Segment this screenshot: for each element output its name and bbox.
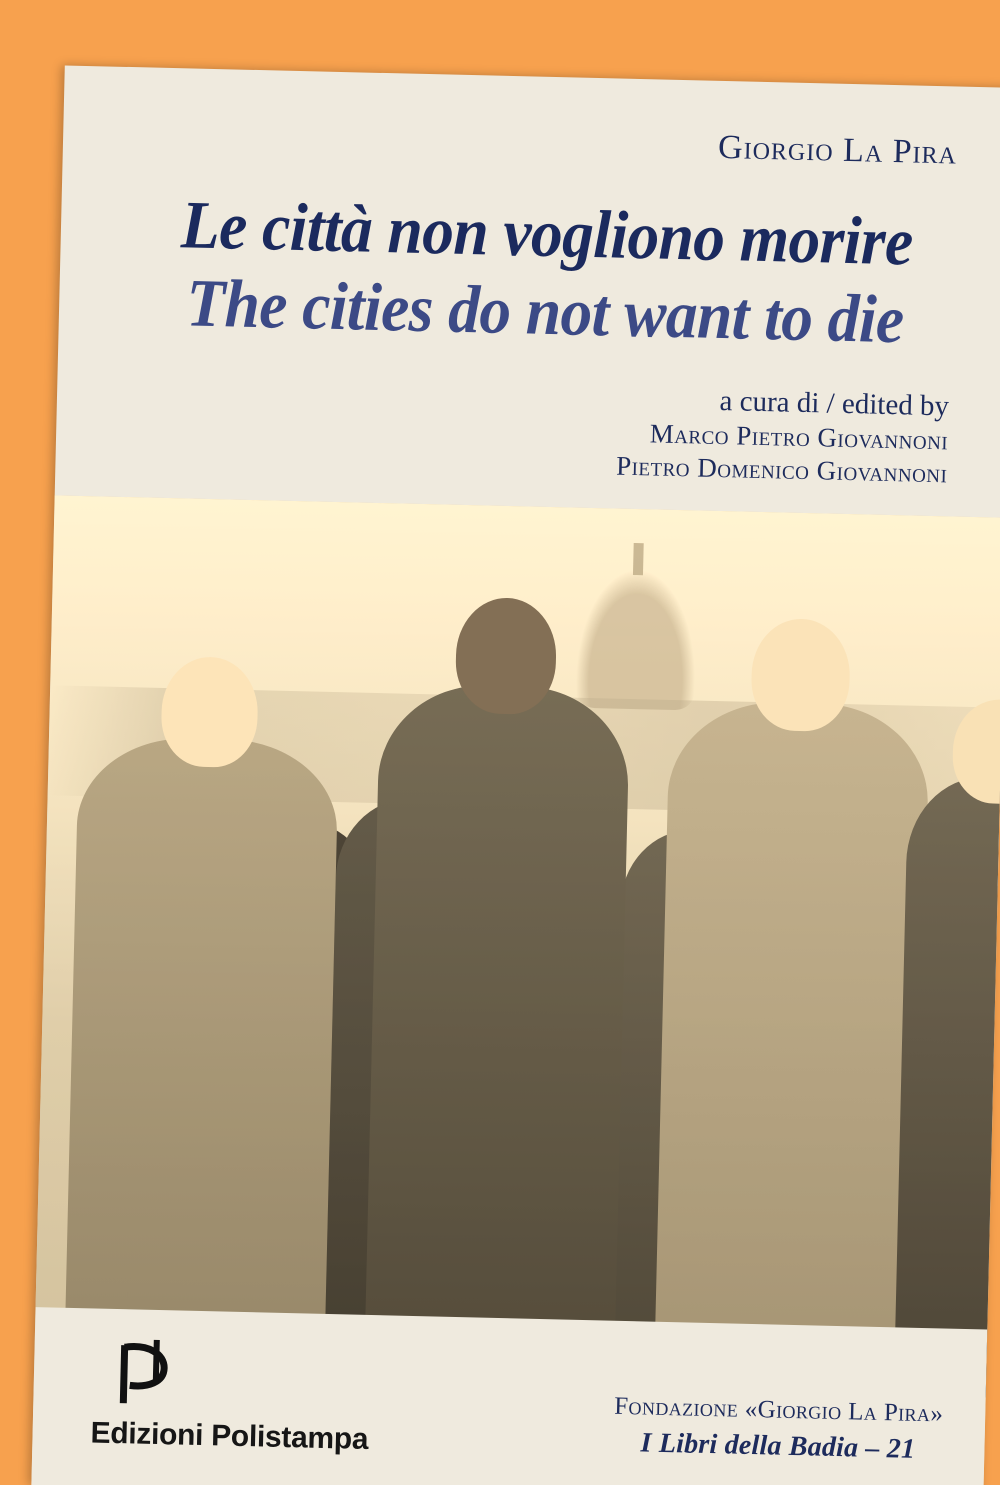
person-head (160, 656, 259, 768)
polistampa-logo-icon (105, 1337, 181, 1413)
editor-name-1: Marco Pietro Giovannoni (649, 418, 949, 456)
person-figure (894, 776, 1000, 1398)
publisher-block (90, 1336, 370, 1457)
foundation-name: Fondazione «Giorgio La Pira» (613, 1392, 944, 1428)
title-italian: Le città non vogliono morire (180, 186, 914, 280)
title-english: The cities do not want to die (185, 264, 905, 358)
author-name: Giorgio La Pira (717, 128, 958, 172)
person-head (455, 597, 558, 715)
series-title: I Libri della Badia – 21 (640, 1427, 916, 1465)
person-figure (64, 736, 339, 1382)
cover-photograph (34, 495, 1000, 1397)
person-figure (364, 683, 630, 1389)
editor-name-2: Pietro Domenico Giovannoni (615, 450, 948, 489)
series-block (613, 1393, 944, 1467)
editors-label: a cura di / edited by (719, 385, 950, 423)
publisher-name: Edizioni Polistampa (90, 1416, 369, 1456)
cover-text-block (55, 65, 1000, 490)
person-head (750, 618, 851, 732)
photo-crowd (34, 675, 1000, 1397)
person-head (952, 699, 1000, 805)
person-figure (654, 700, 930, 1396)
cover-footer (31, 1307, 987, 1485)
book-front-page (31, 65, 1000, 1485)
editors-block (115, 371, 969, 490)
